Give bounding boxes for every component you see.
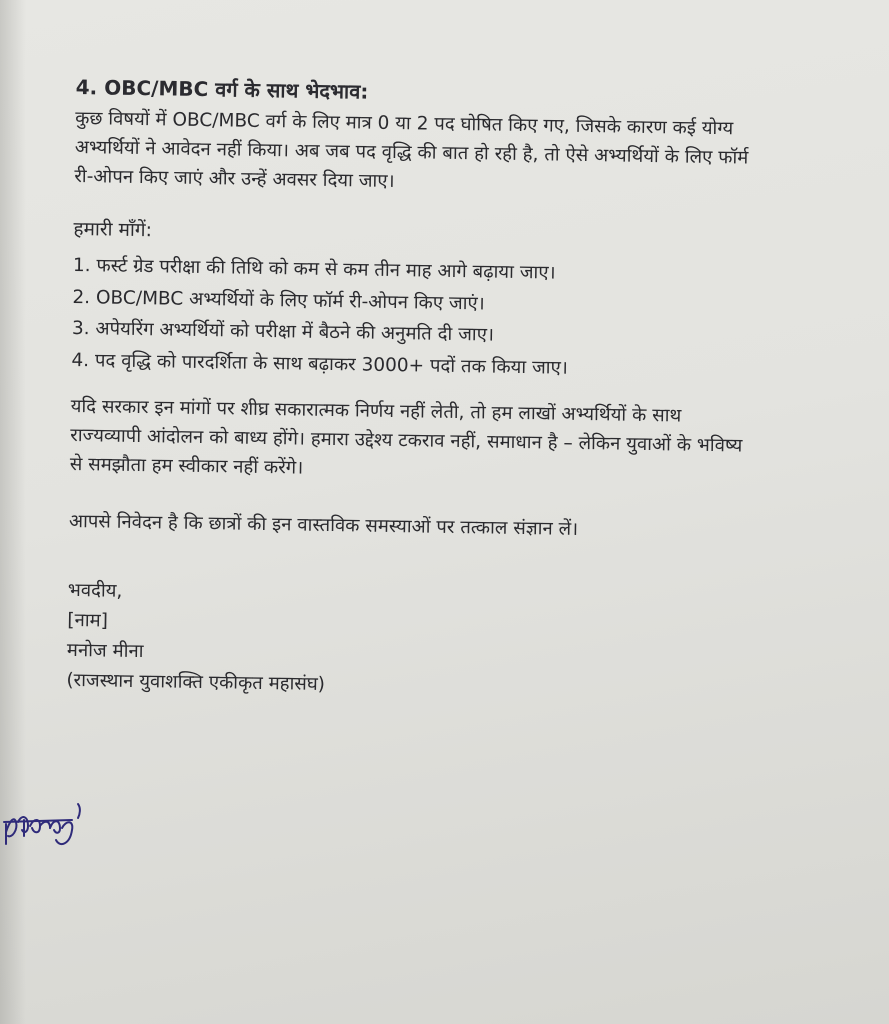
- closing: भवदीय,: [67, 579, 123, 602]
- request-line: आपसे निवेदन है कि छात्रों की इन वास्तविक समस्याओं पर तत्काल संज्ञान लें।: [68, 510, 579, 540]
- demand-item: 1. फर्स्ट ग्रेड परीक्षा की तिथि को कम से कम तीन माह आगे बढ़ाया जाए।: [72, 254, 556, 284]
- section-paragraph: [74, 104, 835, 203]
- warning-paragraph: [70, 392, 831, 491]
- handwritten-signature: [2, 792, 120, 856]
- signature-block: [66, 576, 828, 708]
- paragraph-line: यदि सरकार इन मांगों पर शीघ्र सकारात्मक निर्णय नहीं लेती, तो हम लाखों अभ्यर्थियों के साथ: [70, 395, 682, 427]
- paragraph-line: राज्यव्यापी आंदोलन को बाध्य होंगे। हमारा उद्देश्य टकराव नहीं, समाधान है – लेकिन युवाओं के भविष्य: [70, 424, 743, 457]
- paragraph-line: कुछ विषयों में OBC/MBC वर्ग के लिए मात्र 0 या 2 पद घोषित किए गए, जिसके कारण कई योग्य: [75, 107, 734, 140]
- paragraph-line: री-ओपन किए जाएं और उन्हें अवसर दिया जाए।: [74, 165, 395, 193]
- paragraph-line: से समझौता हम स्वीकार नहीं करेंगे।: [69, 453, 304, 479]
- sender-name: मनोज मीना: [66, 639, 144, 663]
- demand-item: 2. OBC/MBC अभ्यर्थियों के लिए फॉर्म री-ओपन किए जाएं।: [72, 286, 485, 314]
- page-edge-shadow: [0, 0, 26, 1024]
- demand-item: 3. अपेयरिंग अभ्यर्थियों को परीक्षा में बैठने की अनुमति दी जाए।: [71, 317, 495, 346]
- demands-heading: हमारी माँगें:: [73, 217, 153, 242]
- name-placeholder: [नाम]: [67, 609, 109, 632]
- organization: (राजस्थान युवाशक्ति एकीकृत महासंघ): [66, 669, 326, 695]
- demand-item: 4. पद वृद्धि को पारदर्शिता के साथ बढ़ाकर 3000+ पदों तक किया जाए।: [71, 349, 568, 379]
- demands-list: [71, 250, 833, 388]
- paragraph-line: अभ्यर्थियों ने आवेदन नहीं किया। अब जब पद वृद्धि की बात हो रही है, तो ऐसे अभ्यर्थियों के लिए फॉर्म: [74, 136, 749, 169]
- letter-body: [66, 70, 836, 708]
- section-heading: 4. OBC/MBC वर्ग के साथ भेदभाव:: [75, 74, 369, 104]
